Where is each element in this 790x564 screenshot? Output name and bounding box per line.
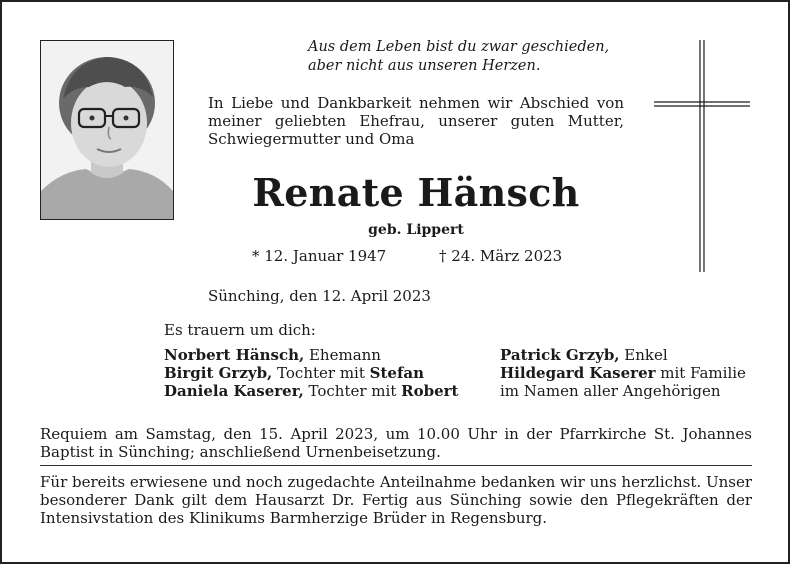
mourner-row [164,364,458,382]
mourner-name: Daniela Kaserer, [164,382,304,400]
mourner-name: Patrick Grzyb, [500,346,620,364]
birth-date: * 12. Januar 1947 [252,247,387,265]
mourner-name: Hildegard Kaserer [500,364,656,382]
mourners-label: Es trauern um dich: [164,321,316,339]
mourner-row [164,346,458,364]
mourner-row [164,382,458,400]
mourner-name: Norbert Hänsch, [164,346,305,364]
quote-line-2: aber nicht aus unseren Herzen. [308,58,541,74]
mourner-name: Birgit Grzyb, [164,364,273,382]
mourner-relation: Enkel [619,346,668,364]
maiden-name: geb. Lippert [368,222,464,238]
portrait-image [41,41,173,219]
mourner-relation: Ehemann [304,346,381,364]
cross-icon [654,40,750,272]
divider-line [40,465,752,466]
quote-line-1: Aus dem Leben bist du zwar geschieden, [308,39,610,55]
place-date: Sünching, den 12. April 2023 [208,287,431,305]
deceased-name: Renate Hänsch [252,170,580,215]
mourner-relation: mit Familie [655,364,746,382]
mourner-partner: Stefan [369,364,425,382]
mourner-relation: im Namen aller Angehörigen [500,382,721,400]
death-date: † 24. März 2023 [439,247,563,265]
portrait-photo [40,40,174,220]
mourner-relation: Tochter mit [303,382,402,400]
mourners-list-left [164,346,458,400]
thanks-text: Für bereits erwiesene und noch zugedachte Anteilnahme bedanken wir uns herzlichst. Unser besonderer Dank gilt dem Hausarzt Dr. Fertig aus Sünching sowie den Pflegekräften der Intensivstation des Klinikums Barmherzige Brüder in Regensburg. [40,473,752,527]
farewell-intro: In Liebe und Dankbarkeit nehmen wir Abschied von meiner geliebten Ehefrau, unserer guten Mutter, Schwiegermutter und Oma [208,94,624,148]
mourner-relation: Tochter mit [272,364,370,382]
mourners-list-right [500,346,746,400]
mourner-row [500,382,746,400]
mourner-row [500,346,746,364]
mourner-partner: Robert [401,382,459,400]
requiem-notice: Requiem am Samstag, den 15. April 2023, um 10.00 Uhr in der Pfarrkirche St. Johannes Baptist in Sünching; anschließend Urnenbeisetzung. [40,425,752,461]
memorial-quote [308,38,628,76]
mourner-row [500,364,746,382]
